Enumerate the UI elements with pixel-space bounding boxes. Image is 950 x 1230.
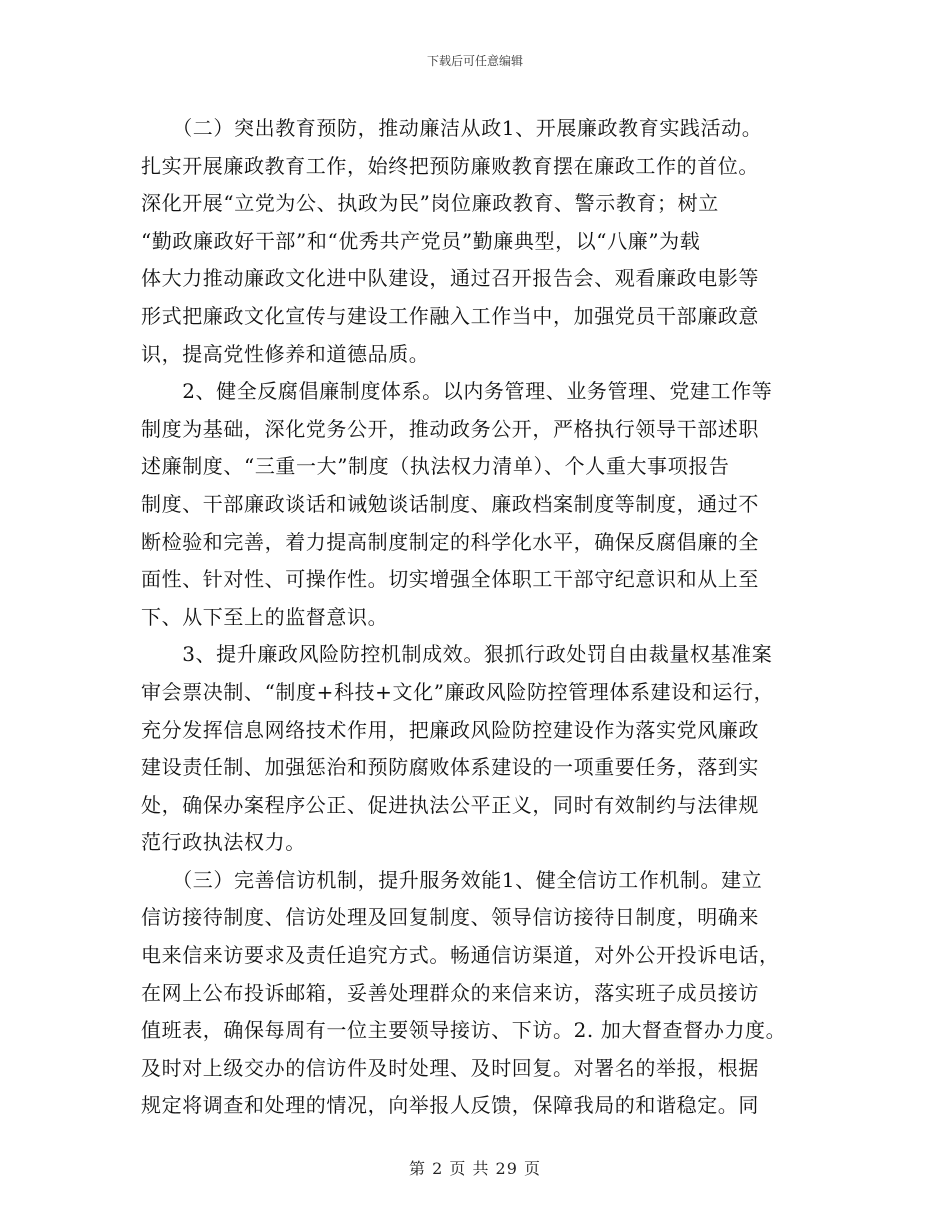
text-line: 制度、干部廉政谈话和诫勉谈话制度、廉政档案制度等制度，通过不 xyxy=(141,491,759,516)
text-line: 深化开展“立党为公、执政为民”岗位廉政教育、警示教育；树立 xyxy=(141,191,719,216)
text-line: 下、从下至上的监督意识。 xyxy=(141,604,389,629)
page-header: 下载后可任意编辑 xyxy=(426,54,523,68)
text-line: 制度为基础，深化党务公开，推动政务公开，严格执行领导干部述职 xyxy=(141,416,759,441)
text-line: 电来信来访要求及责任追究方式。畅通信访渠道，对外公开投诉电话， xyxy=(141,943,780,968)
text-line: 形式把廉政文化宣传与建设工作融入工作当中，加强党员干部廉政意 xyxy=(141,303,759,328)
text-line: 建设责任制、加强惩治和预防腐败体系建设的一项重要任务，落到实 xyxy=(141,755,759,780)
text-line: 在网上公布投诉邮箱，妥善处理群众的来信来访，落实班子成员接访 xyxy=(141,980,759,1005)
text-line: 审会票决制、“制度+科技+文化”廉政风险防控管理体系建设和运行， xyxy=(141,679,775,704)
text-line: “勤政廉政好干部”和“优秀共产党员”勤廉典型，以“八廉”为载 xyxy=(141,228,701,253)
text-line: 信访接待制度、信访处理及回复制度、领导信访接待日制度，明确来 xyxy=(141,905,759,930)
text-line: 识，提高党性修养和道德品质。 xyxy=(141,341,430,366)
text-line: 面性、针对性、可操作性。切实增强全体职工干部守纪意识和从上至 xyxy=(141,567,759,592)
text-line: 处，确保办案程序公正、促进执法公平正义，同时有效制约与法律规 xyxy=(141,792,759,817)
text-line: （二）突出教育预防，推动廉洁从政1、开展廉政教育实践活动。 xyxy=(141,116,763,140)
text-line: 范行政执法权力。 xyxy=(141,830,306,855)
page-footer: 第 2 页 共 29 页 xyxy=(409,1159,541,1178)
text-line: 扎实开展廉政教育工作，始终把预防廉败教育摆在廉政工作的首位。 xyxy=(141,153,759,178)
text-line: 3、提升廉政风险防控机制成效。狠抓行政处罚自由裁量权基准案 xyxy=(141,642,773,667)
text-line: 充分发挥信息网络技术作用，把廉政风险防控建设作为落实党风廉政 xyxy=(141,717,759,742)
text-line: 述廉制度、“三重一大”制度（执法权力清单）、个人重大事项报告 xyxy=(141,454,730,479)
text-line: 规定将调查和处理的情况，向举报人反馈，保障我局的和谐稳定。同 xyxy=(141,1093,759,1118)
text-line: 及时对上级交办的信访件及时处理、及时回复。对署名的举报，根据 xyxy=(141,1055,759,1080)
text-line: 体大力推动廉政文化进中队建设，通过召开报告会、观看廉政电影等 xyxy=(141,266,759,291)
text-line: 断检验和完善，着力提高制度制定的科学化水平，确保反腐倡廉的全 xyxy=(141,529,759,554)
text-line: 值班表，确保每周有一位主要领导接访、下访。2. 加大督查督办力度。 xyxy=(141,1018,787,1043)
text-line: （三）完善信访机制，提升服务效能1、健全信访工作机制。建立 xyxy=(141,867,763,892)
text-line: 2、健全反腐倡廉制度体系。以内务管理、业务管理、党建工作等 xyxy=(141,379,773,404)
document-body xyxy=(141,110,817,1125)
